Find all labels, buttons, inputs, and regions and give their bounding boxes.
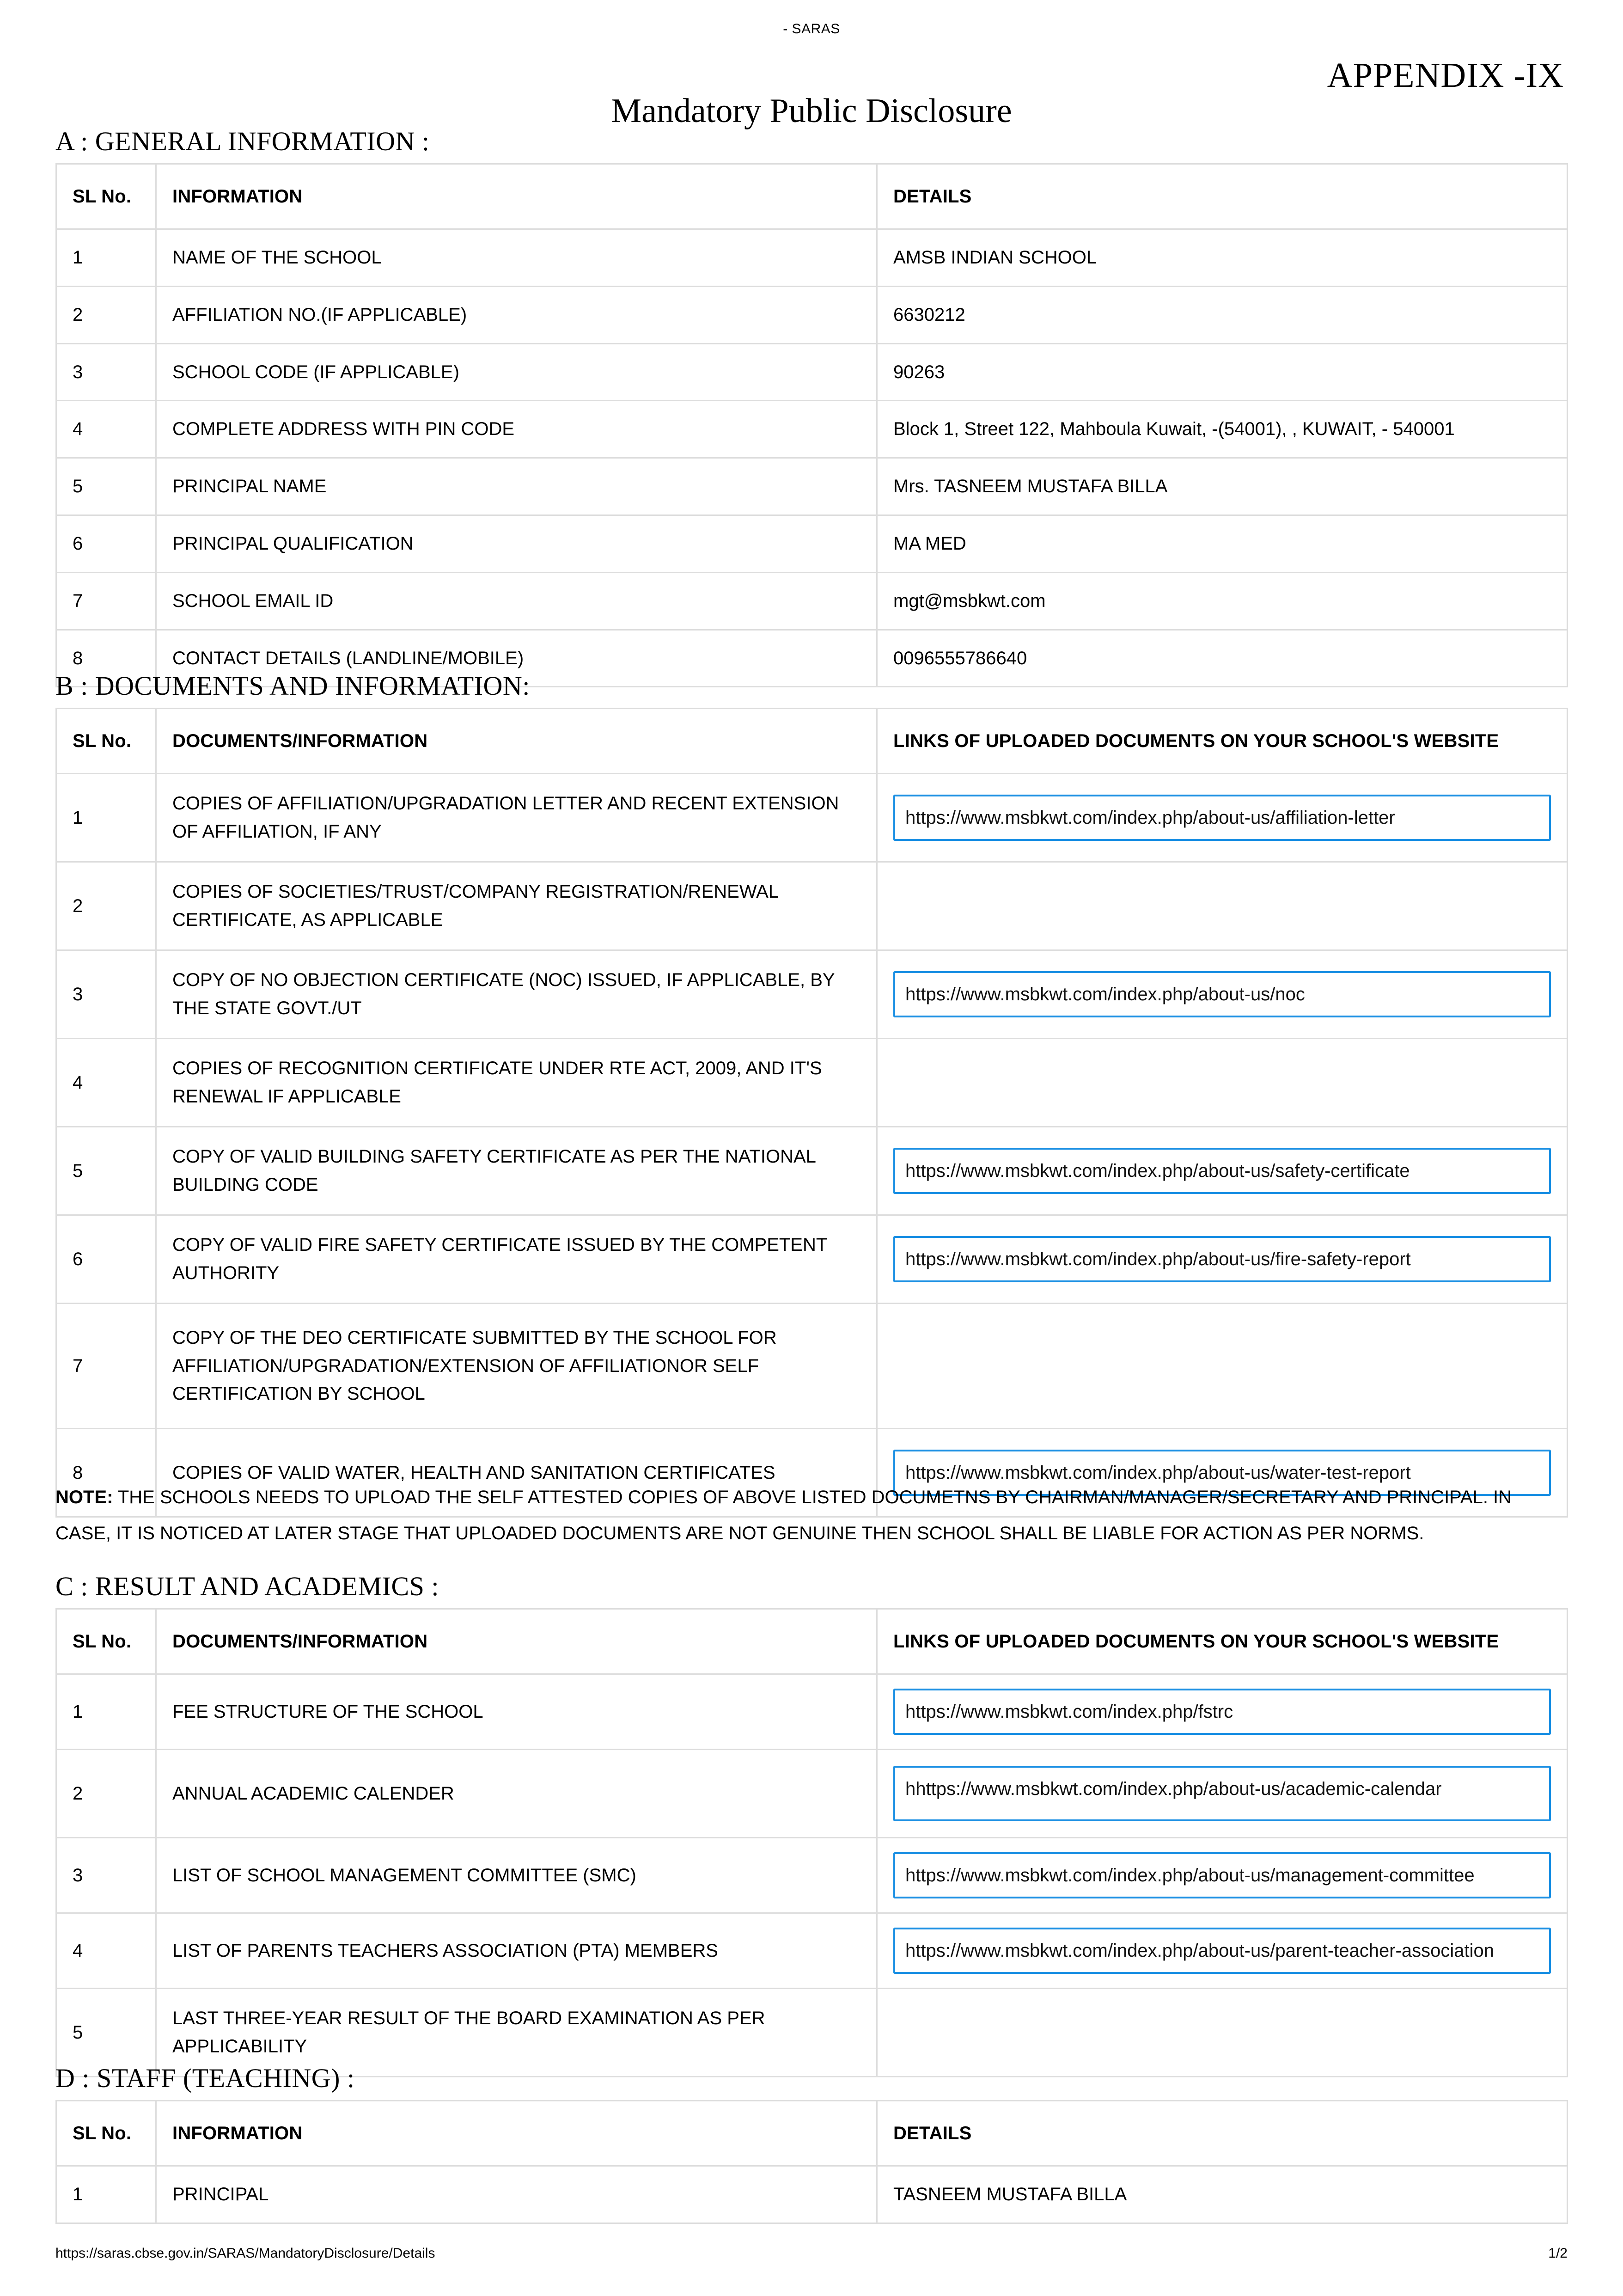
cell-sl-no: 2 <box>56 1750 156 1838</box>
cell-document-name: COPY OF VALID BUILDING SAFETY CERTIFICATE AS PER THE NATIONAL BUILDING CODE <box>156 1127 877 1215</box>
table-row <box>56 229 1568 287</box>
cell-document-name: LAST THREE-YEAR RESULT OF THE BOARD EXAMINATION AS PER APPLICABILITY <box>156 1989 877 2077</box>
section-d <box>55 2063 1568 2224</box>
cell-sl-no: 7 <box>56 1304 156 1429</box>
general-information-table <box>55 163 1568 687</box>
link-input-safety-certificate[interactable]: https://www.msbkwt.com/index.php/about-us/safety-certificate <box>893 1148 1551 1194</box>
cell-details: 0096555786640 <box>877 630 1568 687</box>
cell-link-empty <box>877 1304 1568 1429</box>
table-row <box>56 286 1568 343</box>
cell-document-name: COPY OF THE DEO CERTIFICATE SUBMITTED BY THE SCHOOL FOR AFFILIATION/UPGRADATION/EXTENSION OF AFFILIATIONOR SELF CERTIFICATION BY SCHOOL <box>156 1304 877 1429</box>
column-header-information: INFORMATION <box>156 2101 877 2166</box>
footer-page-number: 1/2 <box>1548 2246 1568 2261</box>
cell-sl-no: 4 <box>56 401 156 458</box>
table-row <box>56 1838 1568 1913</box>
cell-sl-no: 2 <box>56 862 156 950</box>
cell-link <box>877 1674 1568 1750</box>
cell-details: 6630212 <box>877 286 1568 343</box>
table-row <box>56 1039 1568 1127</box>
cell-document-name: ANNUAL ACADEMIC CALENDER <box>156 1750 877 1838</box>
cell-document-name: COPIES OF RECOGNITION CERTIFICATE UNDER RTE ACT, 2009, AND IT'S RENEWAL IF APPLICABLE <box>156 1039 877 1127</box>
cell-link-empty <box>877 862 1568 950</box>
cell-sl-no: 2 <box>56 286 156 343</box>
cell-link <box>877 950 1568 1039</box>
table-header-row <box>56 2101 1568 2166</box>
cell-link <box>877 1215 1568 1304</box>
cell-link-empty <box>877 1039 1568 1127</box>
cell-sl-no: 3 <box>56 1838 156 1913</box>
column-header-sl-no: SL No. <box>56 2101 156 2166</box>
cell-sl-no: 3 <box>56 950 156 1039</box>
cell-link <box>877 1127 1568 1215</box>
table-row <box>56 1674 1568 1750</box>
documents-information-table <box>55 708 1568 1518</box>
column-header-sl-no: SL No. <box>56 709 156 774</box>
cell-information: PRINCIPAL NAME <box>156 458 877 515</box>
cell-sl-no: 5 <box>56 1989 156 2077</box>
cell-document-name: FEE STRUCTURE OF THE SCHOOL <box>156 1674 877 1750</box>
cell-sl-no: 8 <box>56 1429 156 1517</box>
cell-information: SCHOOL CODE (IF APPLICABLE) <box>156 343 877 401</box>
cell-details: mgt@msbkwt.com <box>877 572 1568 630</box>
page-title: Mandatory Public Disclosure <box>611 92 1012 130</box>
cell-information: NAME OF THE SCHOOL <box>156 229 877 287</box>
table-row <box>56 401 1568 458</box>
link-input-fire-safety-report[interactable]: https://www.msbkwt.com/index.php/about-us/fire-safety-report <box>893 1236 1551 1282</box>
section-c <box>55 1571 1568 2077</box>
cell-document-name: LIST OF PARENTS TEACHERS ASSOCIATION (PTA) MEMBERS <box>156 1913 877 1989</box>
link-input-noc[interactable]: https://www.msbkwt.com/index.php/about-us/noc <box>893 971 1551 1017</box>
column-header-documents-information: DOCUMENTS/INFORMATION <box>156 1609 877 1674</box>
cell-sl-no: 6 <box>56 515 156 572</box>
cell-sl-no: 1 <box>56 774 156 862</box>
cell-information: COMPLETE ADDRESS WITH PIN CODE <box>156 401 877 458</box>
column-header-information: INFORMATION <box>156 164 877 229</box>
cell-sl-no: 5 <box>56 458 156 515</box>
cell-sl-no: 6 <box>56 1215 156 1304</box>
link-input-parent-teacher-association[interactable]: https://www.msbkwt.com/index.php/about-us/parent-teacher-association <box>893 1928 1551 1974</box>
cell-information: AFFILIATION NO.(IF APPLICABLE) <box>156 286 877 343</box>
cell-sl-no: 1 <box>56 1674 156 1750</box>
cell-link <box>877 1838 1568 1913</box>
cell-details: TASNEEM MUSTAFA BILLA <box>877 2166 1568 2223</box>
column-header-links: LINKS OF UPLOADED DOCUMENTS ON YOUR SCHOOL'S WEBSITE <box>877 1609 1568 1674</box>
cell-link <box>877 1913 1568 1989</box>
page-footer <box>55 2246 1568 2261</box>
cell-document-name: COPY OF NO OBJECTION CERTIFICATE (NOC) ISSUED, IF APPLICABLE, BY THE STATE GOVT./UT <box>156 950 877 1039</box>
table-header-row <box>56 1609 1568 1674</box>
cell-sl-no: 5 <box>56 1127 156 1215</box>
saras-header-mark: - SARAS <box>783 21 840 37</box>
table-header-row <box>56 164 1568 229</box>
cell-sl-no: 4 <box>56 1039 156 1127</box>
cell-document-name: COPIES OF AFFILIATION/UPGRADATION LETTER AND RECENT EXTENSION OF AFFILIATION, IF ANY <box>156 774 877 862</box>
cell-details: Mrs. TASNEEM MUSTAFA BILLA <box>877 458 1568 515</box>
section-b-heading: B : DOCUMENTS AND INFORMATION: <box>55 671 530 701</box>
link-input-management-committee[interactable]: https://www.msbkwt.com/index.php/about-us/management-committee <box>893 1852 1551 1898</box>
note-label: NOTE: <box>55 1487 113 1507</box>
cell-sl-no: 8 <box>56 630 156 687</box>
table-row <box>56 572 1568 630</box>
column-header-sl-no: SL No. <box>56 164 156 229</box>
cell-details: 90263 <box>877 343 1568 401</box>
cell-information: PRINCIPAL <box>156 2166 877 2223</box>
cell-document-name: COPY OF VALID FIRE SAFETY CERTIFICATE ISSUED BY THE COMPETENT AUTHORITY <box>156 1215 877 1304</box>
section-a-heading: A : GENERAL INFORMATION : <box>55 126 430 156</box>
table-row <box>56 950 1568 1039</box>
note-paragraph <box>55 1479 1567 1551</box>
column-header-details: DETAILS <box>877 164 1568 229</box>
cell-document-name: COPIES OF VALID WATER, HEALTH AND SANITATION CERTIFICATES <box>156 1429 877 1517</box>
cell-link <box>877 1750 1568 1838</box>
cell-information: CONTACT DETAILS (LANDLINE/MOBILE) <box>156 630 877 687</box>
table-row <box>56 1127 1568 1215</box>
table-row <box>56 458 1568 515</box>
column-header-details: DETAILS <box>877 2101 1568 2166</box>
staff-teaching-table <box>55 2100 1568 2224</box>
link-input-affiliation-letter[interactable]: https://www.msbkwt.com/index.php/about-us/affiliation-letter <box>893 795 1551 841</box>
table-row <box>56 862 1568 950</box>
table-row <box>56 2166 1568 2223</box>
cell-information: PRINCIPAL QUALIFICATION <box>156 515 877 572</box>
cell-sl-no: 7 <box>56 572 156 630</box>
cell-sl-no: 4 <box>56 1913 156 1989</box>
cell-sl-no: 1 <box>56 229 156 287</box>
link-input-fee-structure[interactable]: https://www.msbkwt.com/index.php/fstrc <box>893 1689 1551 1735</box>
table-row <box>56 1750 1568 1838</box>
cell-sl-no: 3 <box>56 343 156 401</box>
result-academics-table <box>55 1608 1568 2077</box>
cell-details: MA MED <box>877 515 1568 572</box>
cell-sl-no: 1 <box>56 2166 156 2223</box>
footer-source-url: https://saras.cbse.gov.in/SARAS/MandatoryDisclosure/Details <box>55 2246 435 2261</box>
column-header-sl-no: SL No. <box>56 1609 156 1674</box>
table-header-row <box>56 709 1568 774</box>
cell-document-name: LIST OF SCHOOL MANAGEMENT COMMITTEE (SMC) <box>156 1838 877 1913</box>
cell-link <box>877 774 1568 862</box>
section-c-heading: C : RESULT AND ACADEMICS : <box>55 1571 439 1601</box>
link-input-academic-calendar[interactable]: hhttps://www.msbkwt.com/index.php/about-us/academic-calendar <box>893 1766 1551 1821</box>
section-b <box>55 670 1568 1518</box>
table-row <box>56 1913 1568 1989</box>
cell-document-name: COPIES OF SOCIETIES/TRUST/COMPANY REGISTRATION/RENEWAL CERTIFICATE, AS APPLICABLE <box>156 862 877 950</box>
cell-details: Block 1, Street 122, Mahboula Kuwait, -(54001), , KUWAIT, - 540001 <box>877 401 1568 458</box>
column-header-links: LINKS OF UPLOADED DOCUMENTS ON YOUR SCHOOL'S WEBSITE <box>877 709 1568 774</box>
note-text: THE SCHOOLS NEEDS TO UPLOAD THE SELF ATTESTED COPIES OF ABOVE LISTED DOCUMETNS BY CHAIRMAN/MANAGER/SECRETARY AND PRINCIPAL. IN CASE, IT IS NOTICED AT LATER STAGE THAT UPLOADED DOCUMENTS ARE NOT GENUINE THEN SCHOOL SHALL BE LIABLE FOR ACTION AS PER NORMS. <box>55 1487 1512 1543</box>
section-d-heading: D : STAFF (TEACHING) : <box>55 2063 355 2093</box>
link-input-water-test-report[interactable]: https://www.msbkwt.com/index.php/about-us/water-test-report <box>893 1450 1551 1496</box>
table-row <box>56 515 1568 572</box>
table-row <box>56 343 1568 401</box>
cell-information: SCHOOL EMAIL ID <box>156 572 877 630</box>
column-header-documents-information: DOCUMENTS/INFORMATION <box>156 709 877 774</box>
table-row <box>56 774 1568 862</box>
table-row <box>56 1215 1568 1304</box>
table-row <box>56 1304 1568 1429</box>
appendix-label: APPENDIX -IX <box>1327 56 1564 95</box>
section-a <box>55 126 1568 687</box>
cell-details: AMSB INDIAN SCHOOL <box>877 229 1568 287</box>
